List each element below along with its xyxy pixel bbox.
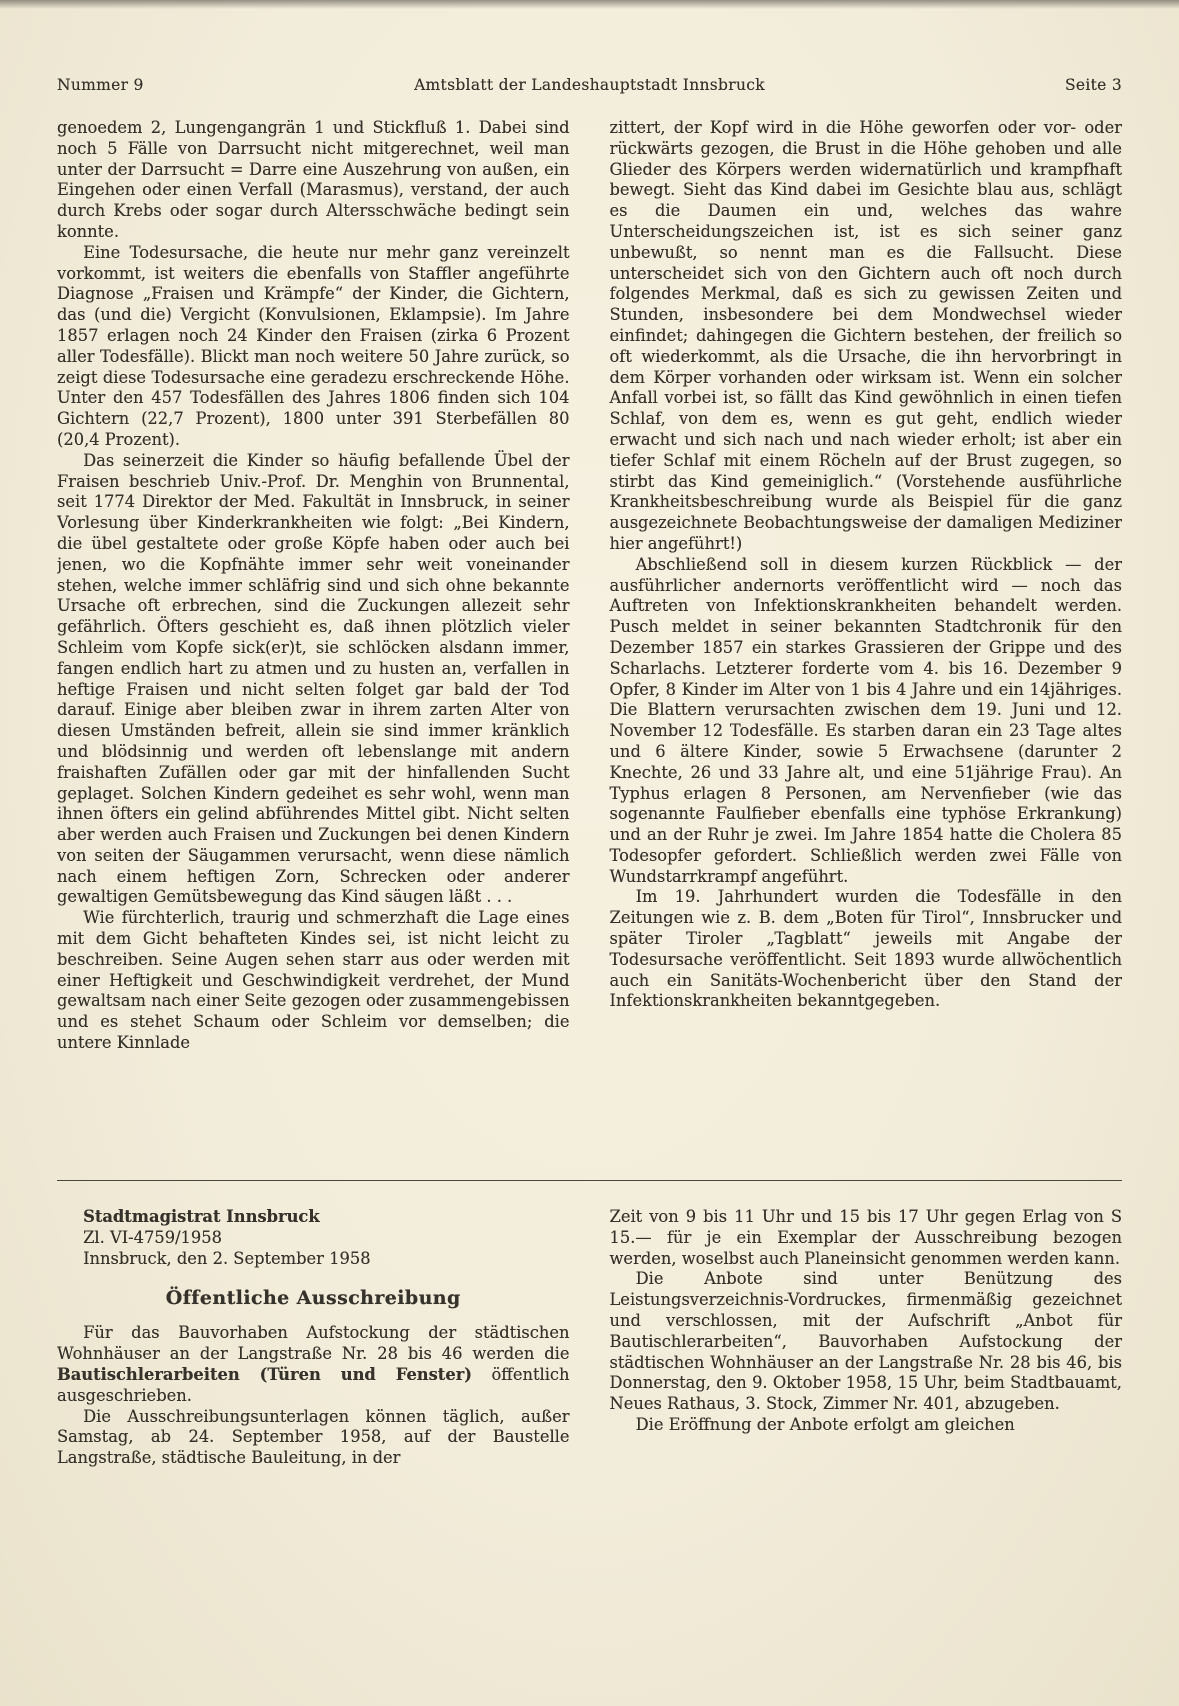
article-paragraph: Eine Todesursache, die heute nur mehr ganz vereinzelt vorkommt, ist weiters die ebenfalls von Staffler angeführte Diagnose „Fraisen und Krämpfe“ der Kinder, die Gichtern, das (und die) Vergicht (Konvulsionen, Eklampsie). Im Jahre 1857 erlagen noch 24 Kinder den Fraisen (zirka 6 Prozent aller Todesfälle). Blickt man noch weitere 50 Jahre zurück, so zeigt diese Todesursache eine geradezu erschreckende Höhe. Unter den 457 Todesfällen des Jahres 1806 finden sich 104 Gichtern (22,7 Prozent), 1800 unter 391 Sterbefällen 80 (20,4 Prozent).: [57, 242, 570, 449]
article-paragraph: Wie fürchterlich, traurig und schmerzhaft die Lage eines mit dem Gicht behafteten Kindes sei, ist nicht leicht zu beschreiben. Seine Augen sehen starr aus oder werden mit einer Heftigkeit und Geschwindigkeit verdrehet, der Mund gewaltsam nach einer Seite gezogen oder zusammengebissen und es stehet Schaum oder Schleim vor demselben; die untere Kinnlade: [57, 908, 570, 1053]
notice-paragraph: [57, 1323, 570, 1406]
notice-right-column: [610, 1207, 1123, 1469]
notice-paragraph-bold-text: Bautischlerarbeiten (Türen und Fenster): [57, 1364, 472, 1384]
article-section: [57, 118, 1122, 1180]
article-paragraph: Im 19. Jahrhundert wurden die Todesfälle in den Zeitungen wie z. B. dem „Boten für Tirol“, Innsbrucker und später Tiroler „Tagblatt“ jeweils mit Angabe der Todesursache veröffentlicht. Seit 1893 wurde allwöchentlich auch ein Sanitäts-Wochenbericht über den Stand der Infektionskrankheiten bekanntgegeben.: [609, 887, 1122, 1011]
article-paragraph: zittert, der Kopf wird in die Höhe geworfen oder vor- oder rückwärts gezogen, die Brust in die Höhe gehoben und alle Glieder des Körpers werden widernatürlich und krampfhaft bewegt. Sieht das Kind dabei im Gesichte blau aus, schlägt es die Daumen ein und, welches das wahre Unterscheidungszeichen ist, ist es sich seiner ganz unbewußt, so nennt man es die Fallsucht. Diese unterscheidet sich von den Gichtern auch oft noch durch folgendes Merkmal, daß es sich zu gewissen Zeiten und Stunden, insbesondere bei dem Mondwechsel wieder einfindet; dahingegen die Gichtern bestehen, der freilich so oft wiederkommt, als die Ursache, die ihn hervorbringt in dem Körper vorhanden oder wirksam ist. Wenn ein solcher Anfall vorbei ist, so fällt das Kind gewöhnlich in einen tiefen Schlaf, von dem es, wenn es gut geht, endlich wieder erwacht und sich nach und nach wieder erholt; ist aber ein tiefer Schlaf mit einem Röcheln auf der Brust zugegen, so stirbt das Kind gemeiniglich.“ (Vorstehende ausführliche Krankheitsbeschreibung wurde als Beispiel für die ganz ausgezeichnete Beobachtungsweise der damaligen Mediziner hier angeführt!): [609, 118, 1122, 553]
notice-issuer: Stadtmagistrat Innsbruck: [83, 1207, 320, 1226]
notice-paragraph-text: Für das Bauvorhaben Aufstockung der städtischen Wohnhäuser an der Langstraße Nr. 28 bis 46 werden die: [57, 1323, 570, 1364]
page-number: Seite 3: [1064, 76, 1122, 94]
notice-reference: Zl. VI-4759/1958: [83, 1227, 222, 1247]
notice-dateline: Innsbruck, den 2. September 1958: [83, 1248, 371, 1268]
notice-section: [57, 1207, 1122, 1469]
notice-paragraph: Die Eröffnung der Anbote erfolgt am gleichen: [635, 1414, 1015, 1434]
article-paragraph: genoedem 2, Lungengangrän 1 und Stickfluß 1. Dabei sind noch 5 Fälle von Darrsucht nicht mitgerechnet, weil man unter der Darrsucht = Darre eine Auszehrung von außen, ein Eingehen oder einen Verfall (Marasmus), verstand, der auch durch Krebs oder sogar durch Altersschwäche bedingt sein konnte.: [57, 118, 570, 241]
page-header: [57, 0, 1122, 94]
article-paragraph: Abschließend soll in diesem kurzen Rückblick — der ausführlicher andernorts veröffentlicht wird — noch das Auftreten von Infektionskrankheiten behandelt werden. Pusch meldet in seiner bekannten Stadtchronik für den Dezember 1857 ein starkes Grassieren der Grippe und des Scharlachs. Letzterer forderte vom 4. bis 16. Dezember 9 Opfer, 8 Kinder im Alter von 1 bis 4 Jahre und ein 14jähriges. Die Blattern verursachten zwischen dem 19. Juni und 12. November 12 Todesfälle. Es starben daran ein 23 Tage altes und 6 ältere Kinder, sowie 5 Erwachsene (darunter 2 Knechte, 26 und 33 Jahre alt, und eine 51jährige Frau). An Typhus erlagen 8 Personen, am Nervenfieber (wie das sogenannte Faulfieber ebenfalls eine typhöse Erkrankung) und an der Ruhr je zwei. Im Jahre 1854 hatte die Cholera 85 Todesopfer gefordert. Schließlich werden zwei Fälle von Wundstarrkrampf angeführt.: [609, 554, 1122, 886]
notice-paragraph: Die Anbote sind unter Benützung des Leistungsverzeichnis-Vordruckes, firmenmäßig gezeichnet und verschlossen, mit der Aufschrift „Anbot für Bautischlerarbeiten“, Bauvorhaben Aufstockung der städtischen Wohnhäuser an der Langstraße Nr. 28 bis 46, bis Donnerstag, den 9. Oktober 1958, 15 Uhr, beim Stadtbauamt, Neues Rathaus, 3. Stock, Zimmer Nr. 401, abzugeben.: [609, 1269, 1122, 1414]
section-divider: [57, 1180, 1122, 1181]
article-paragraph: Das seinerzeit die Kinder so häufig befallende Übel der Fraisen beschrieb Univ.-Prof. Dr. Menghin von Brunnental, seit 1774 Direktor der Med. Fakultät in Innsbruck, in seiner Vorlesung über Kinderkrankheiten wie folgt: „Bei Kindern, die übel gestaltete oder große Köpfe haben oder auch bei jenen, wo die Kopfnähte immer sehr weit voneinander stehen, welche immer schläfrig sind und sich ohne bekannte Ursache oft erbrechen, sind die Zuckungen allezeit sehr gefährlich. Öfters geschieht es, daß ihnen plötzlich vieler Schleim vom Kopfe sick(er)t, sie schlöcken alsdann immer, fangen endlich hart zu atmen und zu husten an, verfallen in heftige Fraisen und nicht selten folget gar bald der Tod darauf. Einige aber bleiben zwar in ihrem zarten Alter von diesen Umständen befreit, allein sie sind immer kränklich und blödsinnig und werden oft lebenslange mit andern fraishaften Zufällen oder gar mit der hinfallenden Sucht geplaget. Solchen Kindern gedeihet es sehr wohl, wenn man ihnen öfters ein gelind abführendes Mittel gibt. Nicht selten aber werden auch Fraisen und Zuckungen bei denen Kindern von seiten der Säugammen verursacht, wenn diese nämlich nach einem heftigen Zorn, Schrecken oder anderer gewaltigen Gemütsbewegung das Kind säugen läßt . . .: [57, 450, 570, 907]
masthead-title: Amtsblatt der Landeshauptstadt Innsbruck: [414, 76, 765, 94]
notice-paragraph-text: öffentlich ausgeschrieben.: [57, 1364, 570, 1405]
notice-title: Öffentliche Ausschreibung: [165, 1287, 461, 1310]
notice-paragraph: Die Ausschreibungsunterlagen können täglich, außer Samstag, ab 24. September 1958, auf der Baustelle Langstraße, städtische Bauleitung, in der: [57, 1406, 570, 1468]
article-left-column: [57, 118, 570, 1180]
article-right-column: [610, 118, 1123, 1180]
notice-left-column: [57, 1207, 570, 1469]
notice-paragraph: Zeit von 9 bis 11 Uhr und 15 bis 17 Uhr gegen Erlag von S 15.— für je ein Exemplar der Ausschreibung bezogen werden, woselbst auch Planeinsicht genommen werden kann.: [609, 1207, 1122, 1268]
issue-number: Nummer 9: [57, 76, 144, 94]
